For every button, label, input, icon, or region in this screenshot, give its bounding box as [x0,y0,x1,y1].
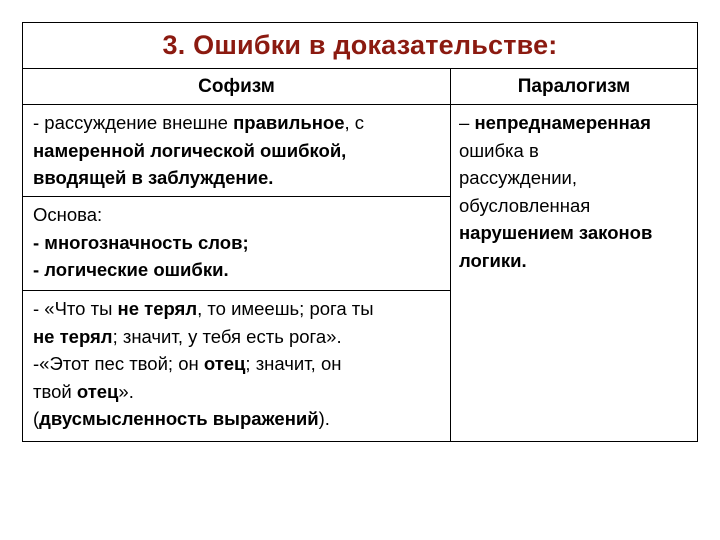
paralogism-line-3: рассуждении, [459,167,578,188]
basis-item-logical-errors: - логические ошибки. [33,259,229,280]
sophism-definition-line-2: намеренной логической ошибкой, [33,139,347,161]
paralogism-line-6: логики. [459,249,527,271]
sophism-examples-cell [23,291,451,441]
sophism-definition-cell [23,105,451,197]
example-2-line-1: -«Этот пес твой; он отец; значит, он [33,353,342,374]
basis-label: Основа: [33,204,103,225]
sophism-definition-line-3: вводящей в заблуждение. [33,167,274,188]
paralogism-line-1: – непреднамеренная [459,112,651,133]
example-2-line-2: твой отец». [33,380,134,402]
basis-item-ambiguity: - многозначность слов; [33,231,249,253]
errors-table [22,22,698,442]
paralogism-definition-cell [451,105,697,441]
example-note: (двусмысленность выражений). [33,408,330,429]
column-header-paralogism: Паралогизм [451,69,697,105]
example-1-line-1: - «Что ты не терял, то имеешь; рога ты [33,298,374,319]
paralogism-line-5: нарушением законов [459,222,653,243]
column-header-sophism: Софизм [23,69,451,105]
table-title: 3. Ошибки в доказательстве: [23,23,697,69]
sophism-definition-line-1: - рассуждение внешне правильное, с [33,112,365,133]
sophism-basis-cell [23,197,451,291]
paralogism-line-2: ошибка в [459,139,539,161]
paralogism-line-4: обусловленная [459,194,591,216]
example-1-line-2: не терял; значит, у тебя есть рога». [33,325,342,347]
